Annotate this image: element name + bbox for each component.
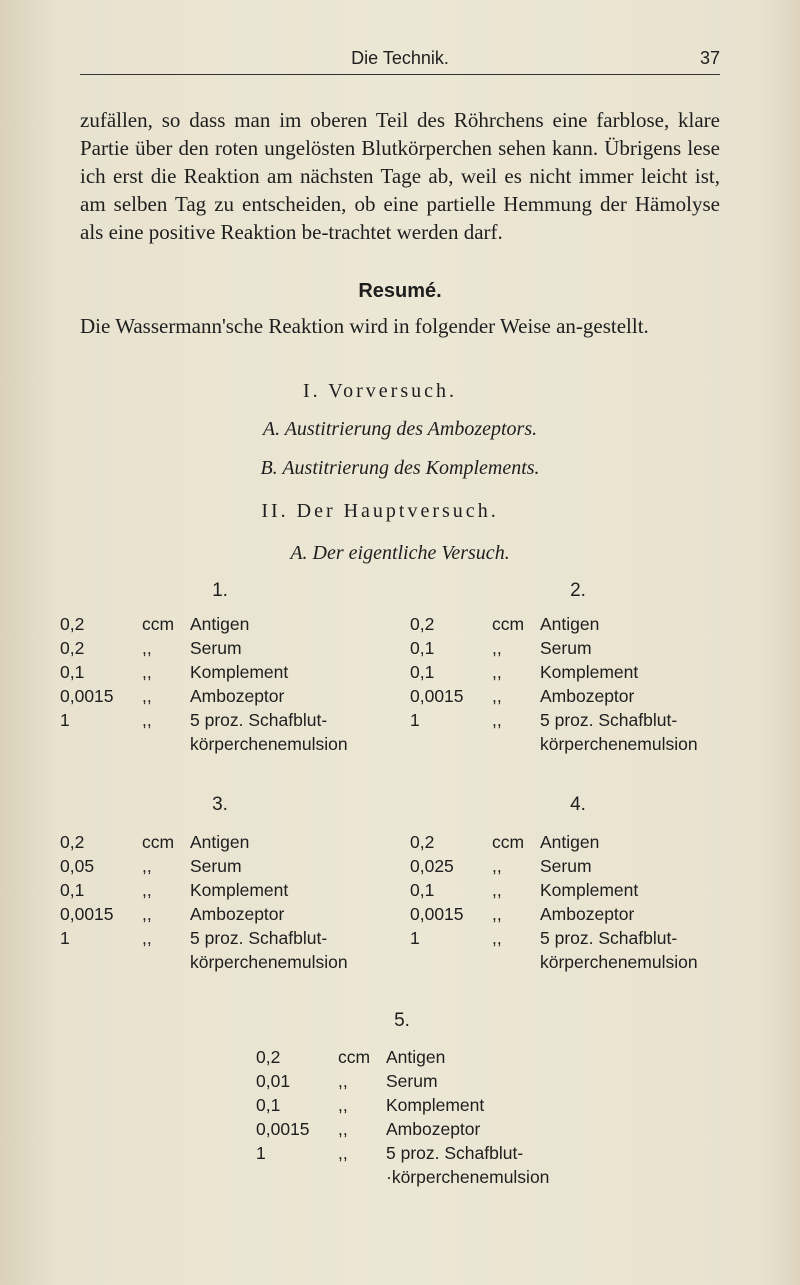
amount: 0,2 <box>410 832 435 852</box>
substance: Ambozeptor <box>540 686 635 706</box>
recipe-row <box>410 878 740 902</box>
recipe-group-3 <box>60 830 390 974</box>
running-head: Die Technik. <box>351 48 449 68</box>
recipe-row <box>60 854 390 878</box>
substance: Serum <box>190 856 242 876</box>
recipe-row <box>256 1117 586 1141</box>
recipe-row <box>410 612 740 636</box>
group-number: 3. <box>212 794 228 815</box>
unit: ,, <box>338 1119 348 1139</box>
recipe-row <box>60 926 390 974</box>
section-1-item-b: B. Austitrierung des Komplements. <box>260 457 540 479</box>
recipe-row <box>60 684 390 708</box>
amount: 0,2 <box>256 1047 281 1067</box>
group-number: 4. <box>570 794 586 815</box>
recipe-row <box>60 878 390 902</box>
unit: ,, <box>492 662 502 682</box>
recipe-row <box>256 1093 586 1117</box>
recipe-row <box>60 636 390 660</box>
substance: Antigen <box>386 1047 446 1067</box>
unit: ccm <box>142 614 175 634</box>
recipe-row <box>410 708 740 756</box>
unit: ,, <box>142 904 152 924</box>
unit: ,, <box>492 880 502 900</box>
unit: ,, <box>142 928 152 948</box>
unit: ,, <box>492 710 502 730</box>
unit: ,, <box>492 904 502 924</box>
amount: 0,1 <box>60 662 85 682</box>
substance: 5 proz. Schafblut-körperchenemulsion <box>190 928 348 972</box>
amount: 0,0015 <box>410 686 464 706</box>
substance: Antigen <box>190 832 250 852</box>
recipe-row <box>410 854 740 878</box>
unit: ,, <box>492 928 502 948</box>
recipe-row <box>410 636 740 660</box>
amount: 1 <box>410 928 420 948</box>
group-number: 5. <box>394 1010 410 1031</box>
substance: Antigen <box>540 832 600 852</box>
substance: Ambozeptor <box>386 1119 481 1139</box>
amount: 0,0015 <box>60 686 114 706</box>
amount: 0,1 <box>60 880 85 900</box>
amount: 0,2 <box>410 614 435 634</box>
unit: ,, <box>338 1143 348 1163</box>
unit: ccm <box>142 832 175 852</box>
substance: Komplement <box>190 662 289 682</box>
recipe-row <box>256 1045 586 1069</box>
amount: 0,0015 <box>410 904 464 924</box>
section-1-item-a: A. Austitrierung des Ambozeptors. <box>262 418 538 440</box>
unit: ,, <box>492 686 502 706</box>
recipe-row <box>60 830 390 854</box>
unit: ccm <box>492 832 525 852</box>
amount: 0,2 <box>60 832 85 852</box>
unit: ,, <box>142 638 152 658</box>
substance: Ambozeptor <box>540 904 635 924</box>
substance: Komplement <box>386 1095 485 1115</box>
substance: Antigen <box>540 614 600 634</box>
amount: 1 <box>410 710 420 730</box>
substance: Antigen <box>190 614 250 634</box>
substance: 5 proz. Schafblut-körperchenemulsion <box>540 928 698 972</box>
recipe-row <box>256 1069 586 1093</box>
substance: 5 proz. Schafblut-körperchenemulsion <box>190 710 348 754</box>
recipe-row <box>410 926 740 974</box>
amount: 0,1 <box>256 1095 281 1115</box>
recipe-row <box>60 708 390 756</box>
section-2-item-a: A. Der eigentliche Versuch. <box>290 542 510 564</box>
amount: 0,0015 <box>60 904 114 924</box>
unit: ccm <box>338 1047 371 1067</box>
unit: ,, <box>338 1095 348 1115</box>
amount: 1 <box>256 1143 266 1163</box>
recipe-row <box>60 660 390 684</box>
unit: ,, <box>492 856 502 876</box>
recipe-group-2 <box>410 612 740 756</box>
section-1-title: I. Vorversuch. <box>302 380 458 402</box>
amount: 0,1 <box>410 662 435 682</box>
page-number: 37 <box>699 48 720 68</box>
group-number: 2. <box>570 580 586 601</box>
substance: Serum <box>190 638 242 658</box>
unit: ,, <box>492 638 502 658</box>
substance: 5 proz. Schafblut-körperchenemulsion <box>540 710 698 754</box>
amount: 1 <box>60 928 70 948</box>
amount: 0,1 <box>410 638 435 658</box>
substance: Komplement <box>540 662 639 682</box>
paragraph-2: Die Wassermann'sche Reaktion wird in folgender Weise an-gestellt. <box>80 314 649 338</box>
substance: Ambozeptor <box>190 686 285 706</box>
recipe-row <box>60 902 390 926</box>
amount: 0,2 <box>60 614 85 634</box>
unit: ,, <box>142 880 152 900</box>
substance: 5 proz. Schafblut-·körperchenemulsion <box>386 1143 550 1187</box>
unit: ,, <box>142 710 152 730</box>
unit: ,, <box>142 686 152 706</box>
amount: 1 <box>60 710 70 730</box>
header-rule <box>80 74 720 75</box>
amount: 0,0015 <box>256 1119 310 1139</box>
recipe-row <box>256 1141 586 1189</box>
recipe-group-5 <box>256 1045 586 1189</box>
recipe-row <box>410 902 740 926</box>
amount: 0,2 <box>60 638 85 658</box>
substance: Serum <box>386 1071 438 1091</box>
group-number: 1. <box>212 580 228 601</box>
page-header <box>80 42 720 76</box>
substance: Serum <box>540 856 592 876</box>
recipe-group-1 <box>60 612 390 756</box>
unit: ,, <box>142 662 152 682</box>
paragraph-1: zufällen, so dass man im oberen Teil des Röhrchens eine farblose, klare Partie über den roten ungelösten Blutkörperchen sehen kann. Übrigens lese ich erst die Reaktion am nächsten Tage ab, weil es nicht immer leicht ist, am selben Tag zu entscheiden, ob eine partielle Hemmung der Hämolyse als eine positive Reaktion be-trachtet werden darf. <box>80 108 720 244</box>
section-2-title: II. Der Hauptversuch. <box>261 500 499 522</box>
amount: 0,01 <box>256 1071 291 1091</box>
unit: ,, <box>338 1071 348 1091</box>
amount: 0,1 <box>410 880 435 900</box>
recipe-row <box>410 660 740 684</box>
recipe-row <box>410 684 740 708</box>
unit: ,, <box>142 856 152 876</box>
recipe-group-4 <box>410 830 740 974</box>
unit: ccm <box>492 614 525 634</box>
recipe-row <box>60 612 390 636</box>
substance: Komplement <box>190 880 289 900</box>
substance: Serum <box>540 638 592 658</box>
substance: Ambozeptor <box>190 904 285 924</box>
substance: Komplement <box>540 880 639 900</box>
amount: 0,05 <box>60 856 95 876</box>
amount: 0,025 <box>410 856 454 876</box>
resume-heading: Resumé. <box>358 280 442 302</box>
recipe-row <box>410 830 740 854</box>
